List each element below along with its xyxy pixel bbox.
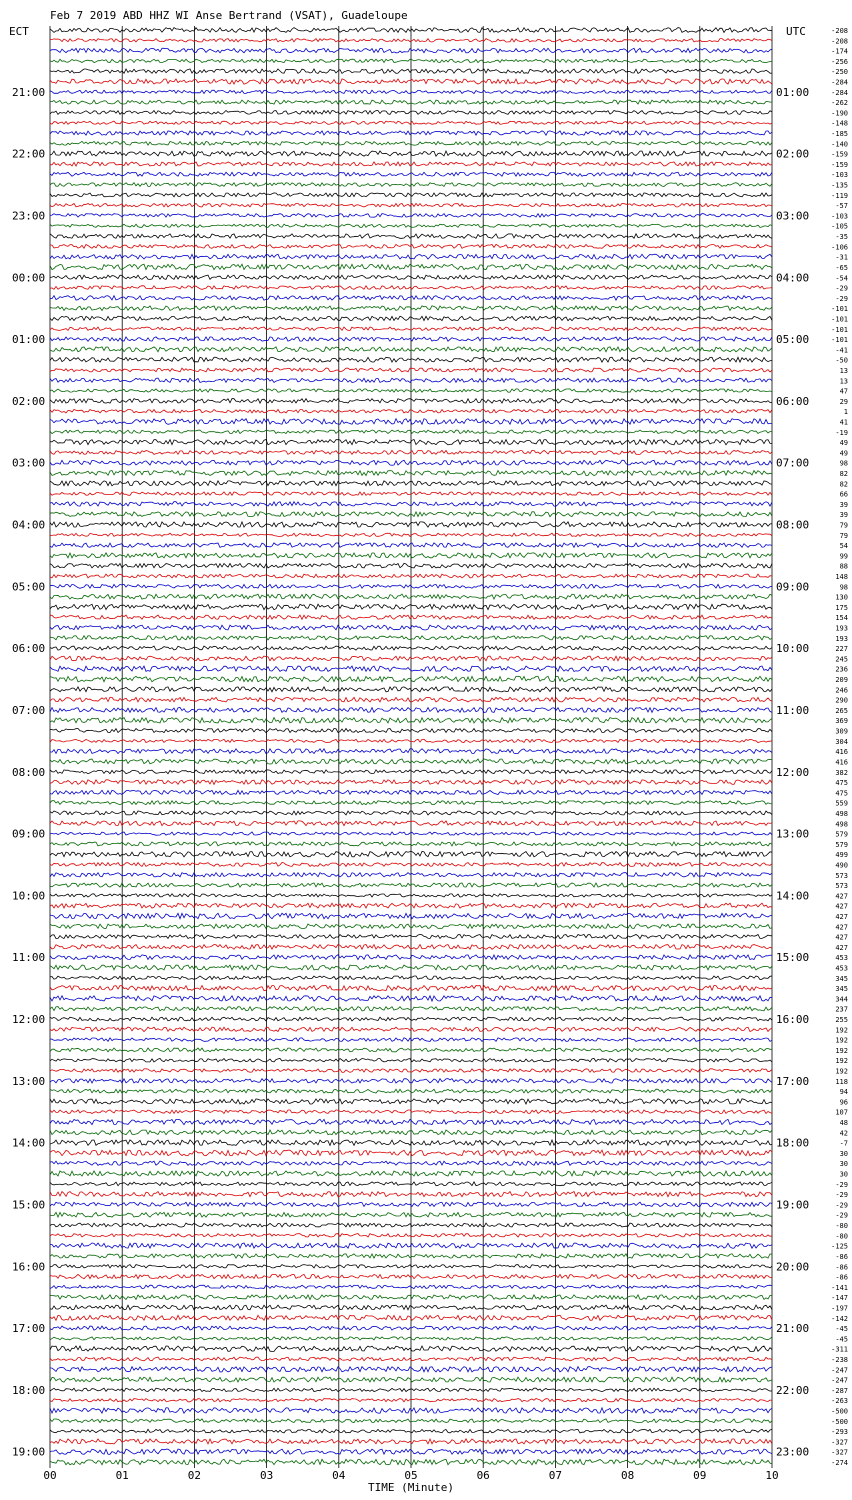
- trace-offset-label: 498: [835, 820, 848, 829]
- trace-offset-label: 475: [835, 789, 848, 798]
- x-tick-label: 03: [259, 1469, 274, 1482]
- utc-hour-label: 23:00: [776, 1445, 810, 1459]
- x-tick-label: 06: [476, 1469, 490, 1482]
- trace-offset-label: -159: [831, 160, 848, 169]
- utc-hour-label: 17:00: [776, 1074, 810, 1088]
- trace-offset-label: -174: [831, 47, 848, 56]
- trace-offset-label: 192: [835, 1057, 848, 1066]
- trace-offset-label: 427: [835, 933, 848, 942]
- trace-offset-label: 47: [839, 387, 848, 396]
- trace-offset-label: -197: [831, 1304, 848, 1313]
- trace-offset-label: -29: [835, 1180, 848, 1189]
- trace-offset-label: -247: [831, 1366, 848, 1375]
- ect-hour-label: 14:00: [12, 1136, 46, 1150]
- utc-hour-label: 11:00: [776, 703, 810, 717]
- trace-offset-label: -500: [831, 1417, 848, 1426]
- trace-offset-label: 209: [835, 676, 848, 685]
- trace-offset-label: -327: [831, 1448, 848, 1457]
- trace-offset-label: 490: [835, 861, 848, 870]
- utc-hour-label: 08:00: [776, 518, 810, 532]
- trace-offset-label: 416: [835, 748, 848, 757]
- trace-offset-label: -284: [831, 88, 848, 97]
- trace-offset-label: 227: [835, 645, 848, 654]
- trace-offset-label: -256: [831, 57, 848, 66]
- trace-offset-label: -311: [831, 1345, 848, 1354]
- trace-offset-label: -29: [835, 1201, 848, 1210]
- trace-offset-label: 48: [839, 1119, 848, 1128]
- trace-offset-label: -190: [831, 109, 848, 118]
- trace-offset-label: 41: [839, 418, 848, 427]
- trace-offset-label: -103: [831, 171, 848, 180]
- utc-hour-label: 16:00: [776, 1013, 810, 1027]
- trace-offset-label: -262: [831, 99, 848, 108]
- trace-offset-label: 246: [835, 686, 848, 695]
- trace-offset-label: 82: [839, 469, 848, 478]
- trace-offset-label: 499: [835, 851, 848, 860]
- trace-offset-label: -106: [831, 243, 848, 252]
- trace-offset-label: -327: [831, 1438, 848, 1447]
- x-tick-label: 08: [620, 1469, 635, 1482]
- trace-offset-label: 579: [835, 830, 848, 839]
- x-tick-label: 05: [404, 1469, 418, 1482]
- trace-offset-label: -119: [831, 191, 848, 200]
- trace-offset-label: 79: [839, 521, 848, 530]
- utc-hour-label: 12:00: [776, 765, 810, 779]
- trace-offset-label: -287: [831, 1386, 848, 1395]
- ect-hour-label: 02:00: [12, 394, 46, 408]
- trace-offset-label: 192: [835, 1036, 848, 1045]
- trace-offset-label: 99: [839, 552, 848, 561]
- trace-offset-label: 237: [835, 1005, 848, 1014]
- left-timezone-label: ECT: [9, 25, 29, 38]
- x-tick-label: 01: [115, 1469, 129, 1482]
- ect-hour-label: 05:00: [12, 580, 46, 594]
- x-tick-label: 04: [332, 1469, 346, 1482]
- x-tick-label: 02: [187, 1469, 202, 1482]
- trace-offset-label: 30: [839, 1170, 848, 1179]
- trace-offset-label: 148: [835, 573, 848, 582]
- trace-offset-label: -103: [831, 212, 848, 221]
- ect-hour-label: 15:00: [12, 1198, 46, 1212]
- ect-hour-label: 00:00: [12, 271, 46, 285]
- hour-labels: [12, 86, 809, 1459]
- trace-offset-label: 498: [835, 809, 848, 818]
- trace-offset-label: 427: [835, 943, 848, 952]
- ect-hour-label: 22:00: [12, 147, 46, 161]
- trace-offset-label: 30: [839, 1149, 848, 1158]
- trace-offset-label: 66: [839, 490, 848, 499]
- trace-offset-label: -29: [835, 284, 848, 293]
- trace-offset-label: -135: [831, 181, 848, 190]
- trace-offset-label: 427: [835, 892, 848, 901]
- trace-offset-label: -35: [835, 233, 848, 242]
- utc-hour-label: 02:00: [776, 147, 810, 161]
- trace-offset-label: -208: [831, 27, 848, 35]
- trace-offset-label: 98: [839, 583, 848, 592]
- trace-offset-label: 236: [835, 665, 848, 674]
- trace-offset-label: 54: [839, 542, 848, 551]
- trace-offset-label: 290: [835, 696, 848, 705]
- ect-hour-label: 11:00: [12, 951, 46, 965]
- trace-offset-label: 369: [835, 717, 848, 726]
- utc-hour-label: 07:00: [776, 456, 810, 470]
- utc-hour-label: 04:00: [776, 271, 810, 285]
- utc-hour-label: 19:00: [776, 1198, 810, 1212]
- utc-hour-label: 13:00: [776, 827, 810, 841]
- utc-hour-label: 22:00: [776, 1383, 810, 1397]
- ect-hour-label: 21:00: [12, 85, 46, 99]
- trace-offset-label: 107: [835, 1108, 848, 1117]
- trace-offset-label: 49: [839, 449, 848, 458]
- trace-offset-label: -274: [831, 1459, 848, 1467]
- trace-offset-label: 118: [835, 1077, 848, 1086]
- trace-offset-label: 192: [835, 1067, 848, 1076]
- trace-offset-label: 427: [835, 923, 848, 932]
- trace-offset-label: -125: [831, 1242, 848, 1251]
- utc-hour-label: 14:00: [776, 889, 810, 903]
- utc-hour-label: 03:00: [776, 209, 810, 223]
- x-tick-label: 07: [548, 1469, 563, 1482]
- trace-offset-label: -101: [831, 325, 848, 334]
- trace-offset-label: 13: [839, 366, 848, 375]
- trace-offset-label: -29: [835, 1191, 848, 1200]
- trace-offset-label: 255: [835, 1016, 848, 1025]
- trace-offset-labels: [831, 27, 848, 1467]
- trace-offset-label: 573: [835, 871, 848, 880]
- trace-offset-label: -148: [831, 119, 848, 128]
- utc-hour-label: 18:00: [776, 1136, 810, 1150]
- trace-offset-label: 175: [835, 603, 848, 612]
- x-axis-title: TIME (Minute): [367, 1481, 455, 1494]
- trace-offset-label: 427: [835, 912, 848, 921]
- minute-grid: [50, 26, 772, 1468]
- trace-offset-label: 245: [835, 655, 848, 664]
- ect-hour-label: 06:00: [12, 642, 46, 656]
- trace-offset-label: 94: [839, 1088, 848, 1097]
- trace-offset-label: 154: [835, 614, 848, 623]
- trace-offset-label: 559: [835, 799, 848, 808]
- trace-offset-label: 345: [835, 985, 848, 994]
- ect-hour-label: 18:00: [12, 1383, 46, 1397]
- utc-hour-label: 01:00: [776, 85, 810, 99]
- ect-hour-label: 10:00: [12, 889, 46, 903]
- trace-offset-label: -147: [831, 1294, 848, 1303]
- trace-offset-label: 453: [835, 954, 848, 963]
- ect-hour-label: 23:00: [12, 209, 46, 223]
- trace-offset-label: -293: [831, 1428, 848, 1437]
- utc-hour-label: 21:00: [776, 1322, 810, 1336]
- trace-offset-label: 130: [835, 593, 848, 602]
- trace-offset-label: -86: [835, 1263, 848, 1272]
- ect-hour-label: 09:00: [12, 827, 46, 841]
- trace-offset-label: 453: [835, 964, 848, 973]
- trace-offset-label: 573: [835, 882, 848, 891]
- x-tick-label: 00: [43, 1469, 57, 1482]
- trace-offset-label: -57: [835, 202, 848, 211]
- trace-offset-label: -45: [835, 1335, 848, 1344]
- ect-hour-label: 04:00: [12, 518, 46, 532]
- utc-hour-label: 20:00: [776, 1260, 810, 1274]
- trace-offset-label: -7: [839, 1139, 848, 1148]
- trace-offset-label: -45: [835, 1325, 848, 1334]
- trace-offset-label: 39: [839, 511, 848, 520]
- ect-hour-label: 16:00: [12, 1260, 46, 1274]
- x-tick-label: 10: [765, 1469, 779, 1482]
- chart-title: Feb 7 2019 ABD HHZ WI Anse Bertrand (VSAT), Guadeloupe: [50, 9, 408, 22]
- trace-offset-label: 345: [835, 974, 848, 983]
- trace-offset-label: 96: [839, 1098, 848, 1107]
- trace-offset-label: -208: [831, 37, 848, 46]
- trace-offset-label: 265: [835, 706, 848, 715]
- trace-offset-label: 344: [835, 995, 848, 1004]
- trace-offset-label: -31: [835, 253, 848, 262]
- trace-offset-label: 192: [835, 1026, 848, 1035]
- trace-offset-label: -80: [835, 1222, 848, 1231]
- x-tick-label: 09: [693, 1469, 707, 1482]
- trace-offset-label: -101: [831, 315, 848, 324]
- trace-offset-label: 98: [839, 459, 848, 468]
- trace-offset-label: 29: [839, 397, 848, 406]
- trace-offset-label: 42: [839, 1129, 848, 1138]
- utc-hour-label: 10:00: [776, 642, 810, 656]
- trace-offset-label: -29: [835, 1211, 848, 1220]
- trace-offset-label: 193: [835, 634, 848, 643]
- trace-offset-label: -86: [835, 1252, 848, 1261]
- trace-offset-label: 1: [843, 408, 848, 417]
- trace-offset-label: 82: [839, 480, 848, 489]
- trace-offset-label: -86: [835, 1273, 848, 1282]
- ect-hour-label: 19:00: [12, 1445, 46, 1459]
- utc-hour-label: 05:00: [776, 333, 810, 347]
- utc-hour-label: 15:00: [776, 951, 810, 965]
- trace-offset-label: -284: [831, 78, 848, 87]
- trace-offset-label: -247: [831, 1376, 848, 1385]
- trace-offset-label: -250: [831, 68, 848, 77]
- ect-hour-label: 01:00: [12, 333, 46, 347]
- trace-offset-label: 192: [835, 1046, 848, 1055]
- trace-offset-label: 39: [839, 500, 848, 509]
- trace-offset-label: -185: [831, 130, 848, 139]
- utc-hour-label: 06:00: [776, 394, 810, 408]
- trace-offset-label: 79: [839, 531, 848, 540]
- trace-offset-label: -263: [831, 1397, 848, 1406]
- utc-hour-label: 09:00: [776, 580, 810, 594]
- trace-offset-label: -142: [831, 1314, 848, 1323]
- trace-offset-label: 475: [835, 779, 848, 788]
- trace-offset-label: -101: [831, 305, 848, 314]
- trace-offset-label: -101: [831, 336, 848, 345]
- trace-offset-label: -238: [831, 1355, 848, 1364]
- trace-offset-label: 88: [839, 562, 848, 571]
- trace-offset-label: 304: [835, 737, 848, 746]
- trace-offset-label: 416: [835, 758, 848, 767]
- right-timezone-label: UTC: [786, 25, 806, 38]
- trace-offset-label: -19: [835, 428, 848, 437]
- trace-offset-label: 427: [835, 902, 848, 911]
- ect-hour-label: 13:00: [12, 1074, 46, 1088]
- ect-hour-label: 07:00: [12, 703, 46, 717]
- trace-offset-label: 49: [839, 439, 848, 448]
- trace-offset-label: 382: [835, 768, 848, 777]
- trace-offset-label: 193: [835, 624, 848, 633]
- ect-hour-label: 03:00: [12, 456, 46, 470]
- ect-hour-label: 17:00: [12, 1322, 46, 1336]
- trace-offset-label: -500: [831, 1407, 848, 1416]
- trace-offset-label: 579: [835, 840, 848, 849]
- ect-hour-label: 12:00: [12, 1013, 46, 1027]
- trace-offset-label: 309: [835, 727, 848, 736]
- trace-offset-label: -105: [831, 222, 848, 231]
- trace-offset-label: -80: [835, 1232, 848, 1241]
- trace-offset-label: -50: [835, 356, 848, 365]
- trace-offset-label: 30: [839, 1160, 848, 1169]
- trace-offset-label: -29: [835, 294, 848, 303]
- trace-offset-label: -140: [831, 140, 848, 149]
- ect-hour-label: 08:00: [12, 765, 46, 779]
- trace-offset-label: -65: [835, 263, 848, 272]
- trace-offset-label: -159: [831, 150, 848, 159]
- trace-offset-label: -54: [835, 274, 848, 283]
- trace-offset-label: -41: [835, 346, 848, 355]
- trace-offset-label: 13: [839, 377, 848, 386]
- trace-offset-label: -141: [831, 1283, 848, 1292]
